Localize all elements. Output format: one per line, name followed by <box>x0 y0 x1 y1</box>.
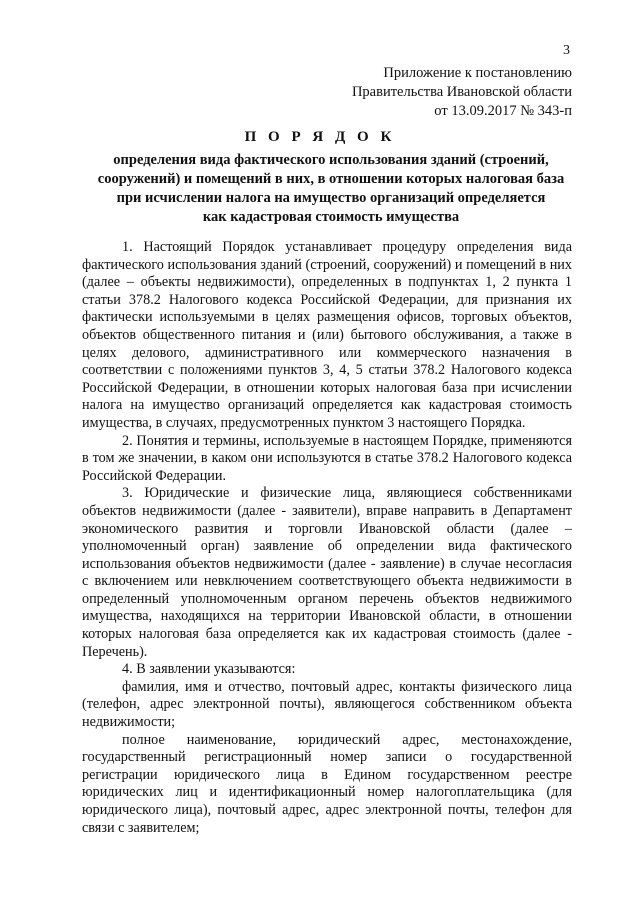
appendix-line: Приложение к постановлению <box>383 65 572 81</box>
document-subtitle <box>96 151 566 227</box>
paragraph-2: 2. Понятия и термины, используемые в настоящем Порядке, применяются в том же значении, в каком они используются в статье 378.2 Налогового кодекса Российской Федерации. <box>82 432 572 484</box>
subtitle-line: сооружений) и помещений в них, в отношении которых налоговая база <box>97 171 565 187</box>
document-title: П О Р Я Д О К <box>244 129 396 145</box>
subtitle-line: как кадастровая стоимость имущества <box>202 209 460 225</box>
paragraph-4-item-legal-entity: полное наименование, юридический адрес, местонахождение, государственный регистрационный номер записи о государственной регистрации юридического лица в Едином государственном реестре юридических лиц и идентификационный номер налогоплательщика (для юридического лица), почтовый адрес, адрес электронной почты, телефон для связи с заявителем; <box>82 731 572 836</box>
paragraph-4-item-individual: фамилия, имя и отчество, почтовый адрес, контакты физического лица (телефон, адрес электронной почты), являющегося собственником объекта недвижимости; <box>82 678 572 731</box>
paragraph-4: 4. В заявлении указываются: <box>122 661 296 678</box>
appendix-reference <box>352 64 572 121</box>
paragraph-3: 3. Юридические и физические лица, являющиеся собственниками объектов недвижимости (далее - заявители), вправе направить в Департамент экономического развития и торговли Ивановской области (далее – уполномоченный орган) заявление об определении вида фактического использования объектов недвижимости (далее - заявление) в случае несогласия с включением или невключением соответствующего объекта недвижимости в определенный уполномоченным органом перечень объектов недвижимого имущества, находящихся на территории Ивановской области, в отношении которых налоговая база определяется как их кадастровая стоимость (далее - Перечень). <box>82 485 572 660</box>
appendix-line: от 13.09.2017 № 343-п <box>434 103 572 119</box>
document-body <box>82 239 572 837</box>
appendix-line: Правительства Ивановской области <box>351 84 572 100</box>
page-number: 3 <box>563 43 570 58</box>
subtitle-line: при исчислении налога на имущество организаций определяется <box>116 190 546 206</box>
subtitle-line: определения вида фактического использования зданий (строений, <box>113 152 549 168</box>
paragraph-1: 1. Настоящий Порядок устанавливает процедуру определения вида фактического использования зданий (строений, сооружений) и помещений в них (далее – объекты недвижимости), определенных в подпунктах 1, 2 пункта 1 статьи 378.2 Налогового кодекса Российской Федерации, для признания их фактически используемыми в целях размещения офисов, торговых объектов, объектов общественного питания и (или) бытового обслуживания, а также в целях делового, административного или коммерческого назначения в соответствии с положениями пунктов 3, 4, 5 статьи 378.2 Налогового кодекса Российской Федерации, в отношении которых налоговая база при исчислении налога на имущество организаций определяется как кадастровая стоимость имущества, в случаях, предусмотренных пунктом 3 настоящего Порядка. <box>82 239 572 431</box>
